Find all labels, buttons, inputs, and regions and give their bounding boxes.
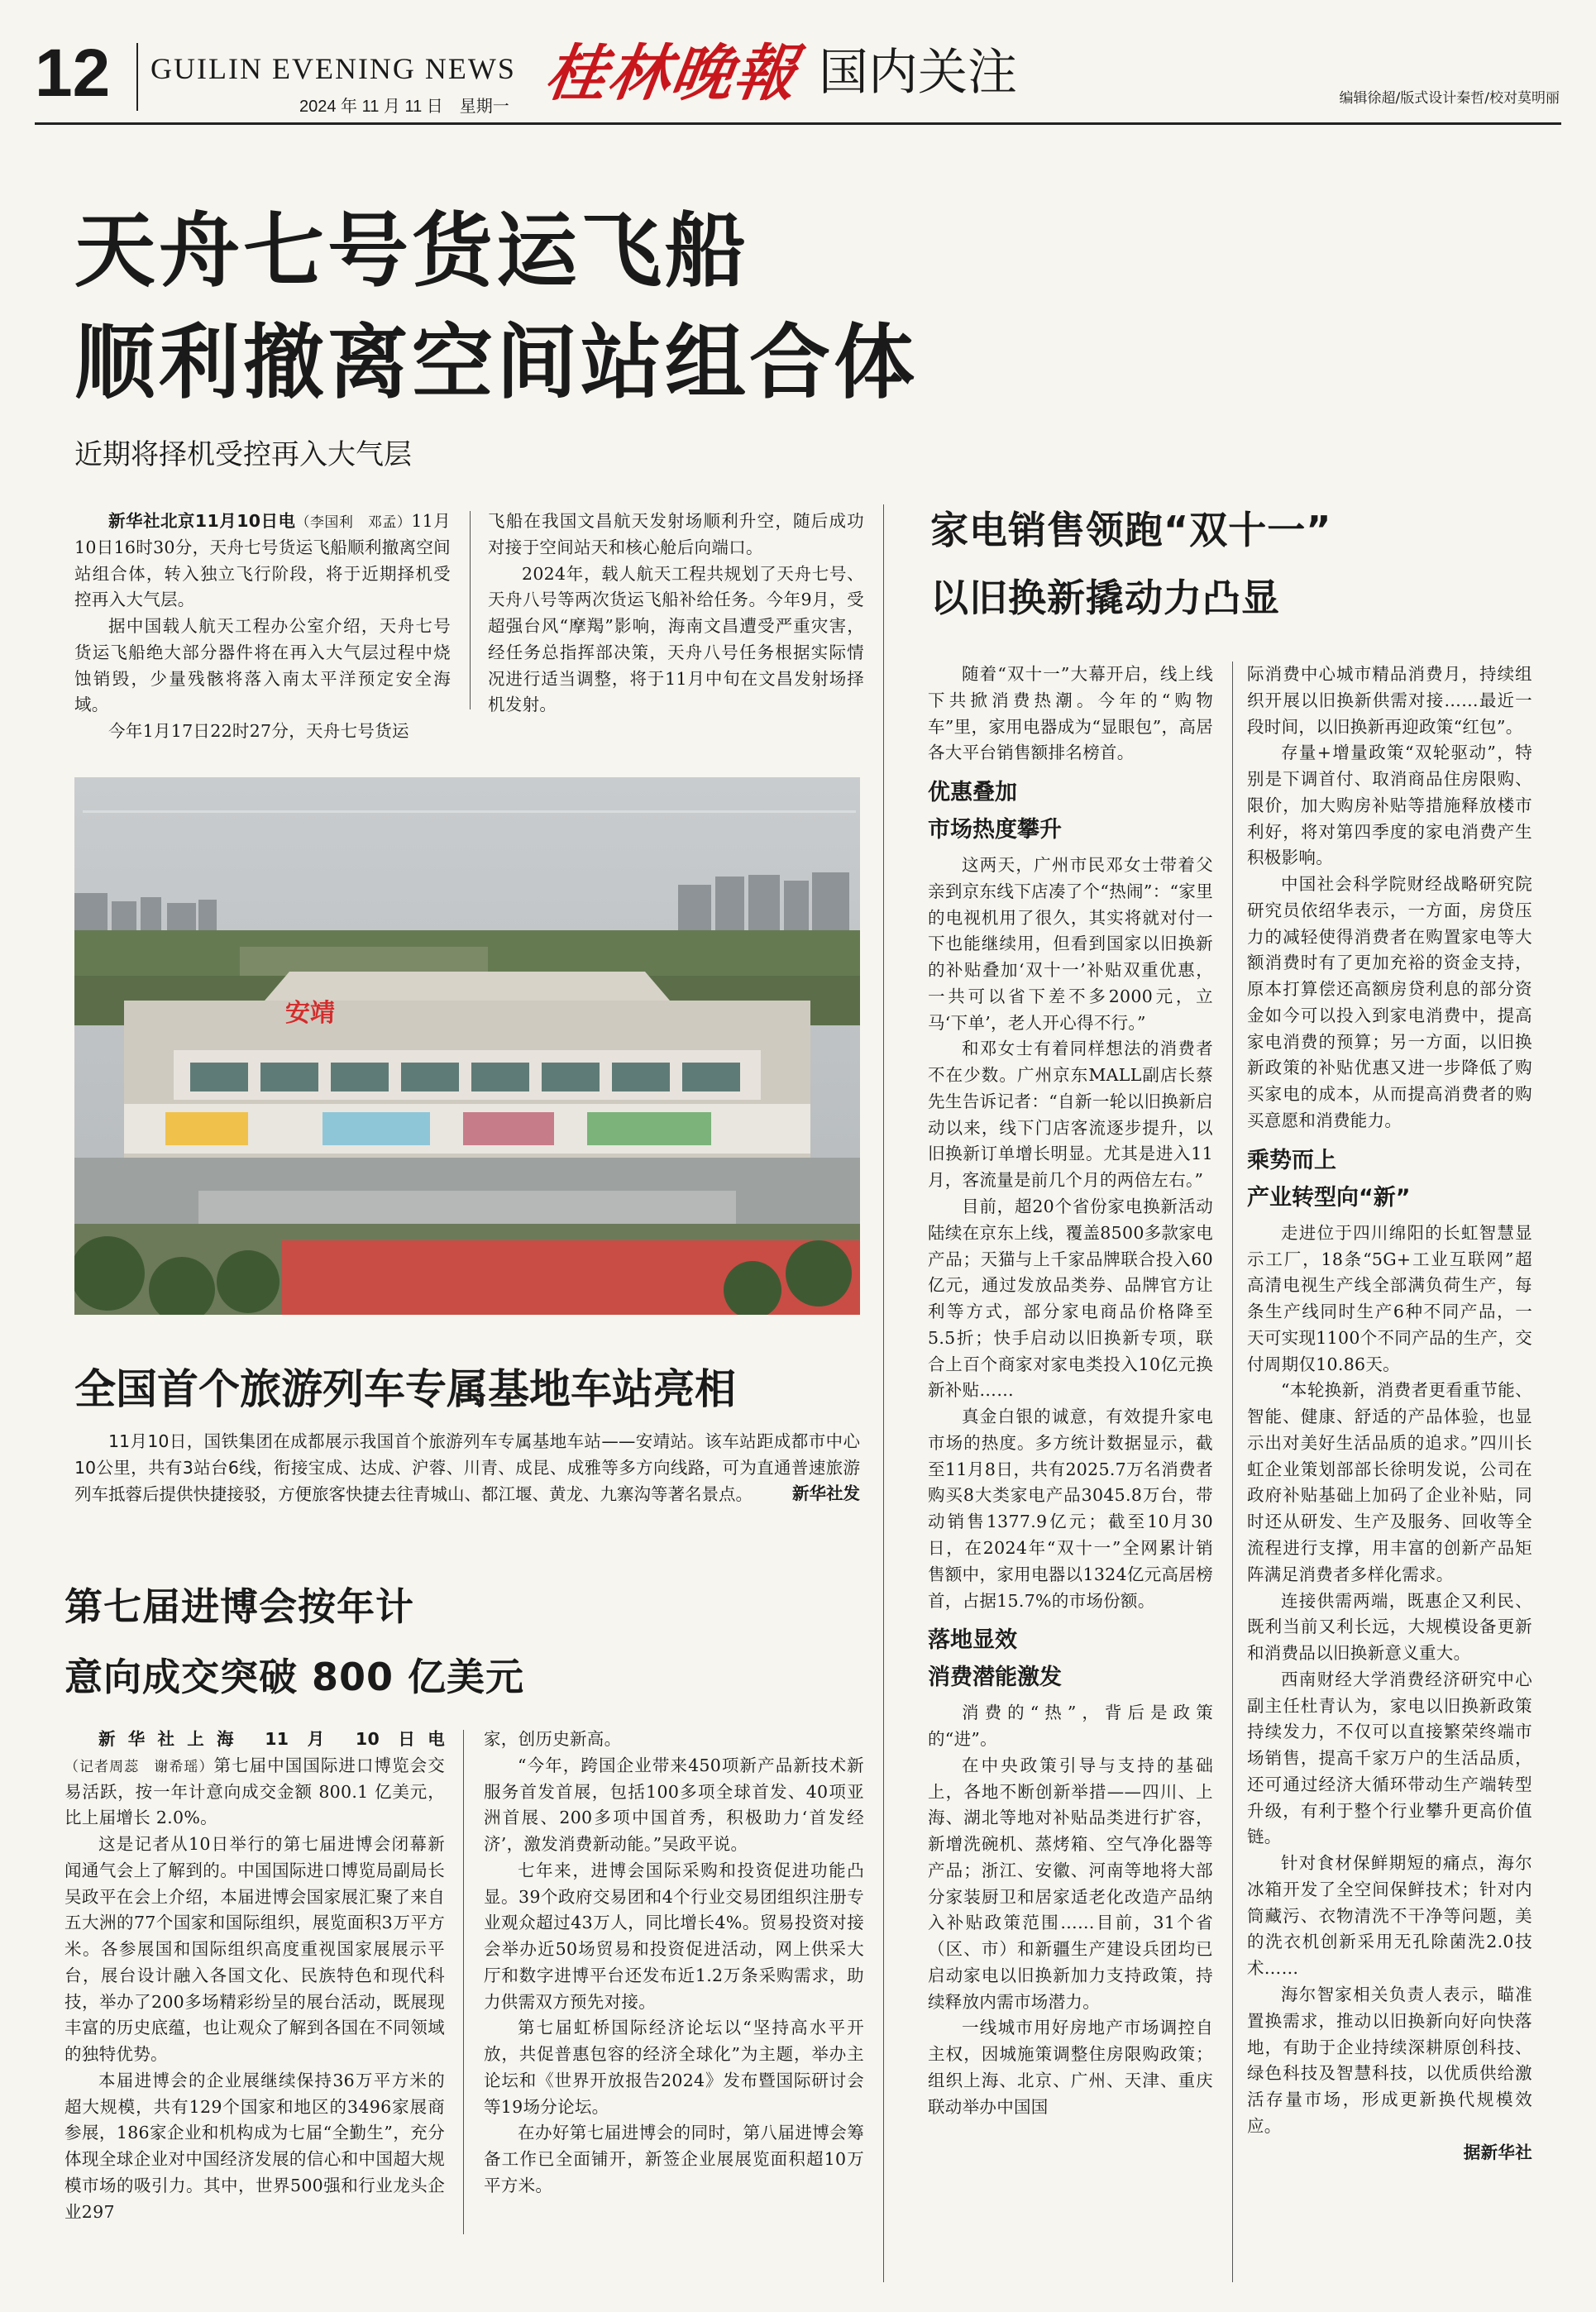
lead-column-1 xyxy=(74,509,451,745)
expo-paragraph: 家，创历史新高。 xyxy=(484,1729,622,1749)
header-divider xyxy=(136,43,138,111)
appliance-paragraph: 针对食材保鲜期短的痛点，海尔冰箱开发了全空间保鲜技术；针对内筒藏污、衣物清洗不干净等问题，美的洗衣机创新采用无孔除菌洗2.0技术…… xyxy=(1247,1853,1532,1979)
appliance-headline-line1: 家电销售领跑“双十一” xyxy=(930,508,1332,552)
lead-paragraph: 今年1月17日22时27分，天舟七号货运 xyxy=(108,721,409,742)
lead-headline-line1: 天舟七号货运飞船 xyxy=(74,204,750,299)
appliance-paragraph: 消费的“热”，背后是政策的“进”。 xyxy=(928,1703,1213,1750)
appliance-paragraph: 一线城市用好房地产市场调控自主权，因城施策调整住房限购政策；组织上海、北京、广州、天津、重庆联动举办中国国 xyxy=(928,2018,1213,2117)
expo-paragraph: 本届进博会的企业展继续保持36万平方米的超大规模，共有129个国家和地区的3496家展商参展，186家企业和机构成为七届“全勤生”，充分体现全球企业对中国经济发展的信心和中国超大规模市场的吸引力。其中，世界500强和行业龙头企业297 xyxy=(65,2070,445,2222)
expo-column-1 xyxy=(65,1727,445,2226)
lead-headline-line2: 顺利撤离空间站组合体 xyxy=(74,316,919,410)
photo-caption-title: 全国首个旅游列车专属基地车站亮相 xyxy=(74,1365,736,1413)
header-rule xyxy=(35,122,1561,125)
appliance-paragraph: 目前，超20个省份家电换新活动陆续在京东上线，覆盖8500多款家电产品；天猫与上千家品牌联合投入60亿元，通过发放品类券、品牌官方让利等方式，部分家电商品价格降至5.5折；快手启动以旧换新专项，联合上百个商家对家电类投入10亿元换新补贴…… xyxy=(928,1197,1213,1401)
paper-english-name: GUILIN EVENING NEWS xyxy=(151,52,516,85)
expo-paragraph: 第七届中国国际进口博览会交易活跃，按一年计意向成交金额 800.1 亿美元，比上届增长 2.0%。 xyxy=(65,1755,445,1828)
lead-column-2 xyxy=(488,509,864,719)
appliance-column-1 xyxy=(928,662,1213,2121)
appliance-paragraph: 海尔智家相关负责人表示，瞄准置换需求，推动以旧换新向好向快落地，有助于企业持续深耕原创科技、绿色科技及智慧科技，以优质供给激活存量市场，形成更新换代规模效应。 xyxy=(1247,1984,1532,2136)
lead-paragraph: 据中国载人航天工程办公室介绍，天舟七号货运飞船绝大部分器件将在再入大气层过程中烧蚀销毁，少量残骸将落入南太平洋预定安全海域。 xyxy=(74,616,451,715)
appliance-paragraph: “本轮换新，消费者更看重节能、智能、健康、舒适的产品体验，也显示出对美好生活品质的追求。”四川长虹企业策划部部长徐明发说，公司在政府补贴基础上加码了企业补贴，同时还从研发、生产及服务、回收等全流程进行支撑，用丰富的创新产品矩阵满足消费者多样化需求。 xyxy=(1247,1380,1532,1584)
lead-paragraph: 11月10日16时30分，天舟七号货运飞船顺利撤离空间站组合体，转入独立飞行阶段，将于近期择机受控再入大气层。 xyxy=(74,511,451,610)
appliance-subhead-2a: 落地显效 xyxy=(928,1627,1017,1654)
expo-column-2 xyxy=(484,1727,864,2200)
appliance-subhead-1a: 优惠叠加 xyxy=(928,780,1017,806)
appliance-subhead-3a: 乘势而上 xyxy=(1247,1147,1336,1173)
appliance-column-2 xyxy=(1247,662,1532,2166)
lead-paragraph: 2024年，载人航天工程共规划了天舟七号、天舟八号等两次货运飞船补给任务。今年9月，受超强台风“摩羯”影响，海南文昌遭受严重灾害，经任务总指挥部决策，天舟八号任务根据实际情况进行适当调整，将于11月中旬在文昌发射场择机发射。 xyxy=(488,563,864,715)
appliance-paragraph: 连接供需两端，既惠企又利民、既利当前又利长远，大规模设备更新和消费品以旧换新意义重大。 xyxy=(1247,1590,1532,1664)
appliance-credit: 据新华社 xyxy=(1463,2142,1532,2162)
lead-subheadline: 近期将择机受控再入大气层 xyxy=(74,438,412,471)
appliance-subhead-3b: 产业转型向“新” xyxy=(1247,1184,1411,1211)
appliance-headline-line2: 以旧换新撬动力凸显 xyxy=(930,576,1280,620)
expo-headline-line2: 意向成交突破 800 亿美元 xyxy=(65,1655,525,1699)
page-number: 12 xyxy=(35,36,111,111)
expo-reporter: （记者周蕊 谢希瑶） xyxy=(65,1758,214,1775)
appliance-paragraph: 和邓女士有着同样想法的消费者不在少数。广州京东MALL副店长蔡先生告诉记者：“自新一轮以旧换新启动以来，线下门店客流逐步提升，以旧换新订单增长明显。尤其是进入11月，客流量是前几个月的两倍左右。” xyxy=(928,1039,1213,1191)
expo-paragraph: 第七届虹桥国际经济论坛以“坚持高水平开放，共促普惠包容的经济全球化”为主题，举办主论坛和《世界开放报告2024》发布暨国际研讨会等19场分论坛。 xyxy=(484,2018,864,2117)
appliance-paragraph: 随着“双十一”大幕开启，线上线下共掀消费热潮。今年的“购物车”里，家用电器成为“显眼包”，高居各大平台销售额排名榜首。 xyxy=(928,664,1213,763)
appliance-paragraph: 走进位于四川绵阳的长虹智慧显示工厂，18条“5G+工业互联网”超高清电视生产线全部满负荷生产，每条生产线同时生产6种不同产品，一天可实现1100个不同产品的生产，交付周期仅10.86天。 xyxy=(1247,1222,1532,1374)
station-photo xyxy=(74,777,860,1315)
issue-date: 2024 年 11 月 11 日 星期一 xyxy=(299,98,509,116)
appliance-paragraph: 存量+增量政策“双轮驱动”，特别是下调首付、取消商品住房限购、限价，加大购房补贴等措施释放楼市利好，将对第四季度的家电消费产生积极影响。 xyxy=(1247,743,1532,868)
expo-paragraph: “今年，跨国企业带来450项新产品新技术新服务首发首展，包括100多项全球首发、40项亚洲首展、200多项中国首秀，积极助力‘首发经济’，激发消费新动能。”吴政平说。 xyxy=(484,1755,864,1855)
paper-logo: 桂林晚報 xyxy=(540,38,803,109)
appliance-paragraph: 在中央政策引导与支持的基础上，各地不断创新举措——四川、上海、湖北等地对补贴品类进行扩容，新增洗碗机、蒸烤箱、空气净化器等产品；浙江、安徽、河南等地将大部分家装厨卫和居家适老化改造产品纳入补贴政策范围……目前，31个省（区、市）和新疆生产建设兵团均已启动家电以旧换新加力支持政策，持续释放内需市场潜力。 xyxy=(928,1755,1213,2012)
appliance-paragraph: 真金白银的诚意，有效提升家电市场的热度。多方统计数据显示，截至11月8日，共有2025.7万名消费者购买8大类家电产品3045.8万台，带动销售1377.9亿元；截至10月30日，在2024年“双十一”全网累计销售额中，家用电器以1324亿元高居榜首，占据15.7%的市场份额。 xyxy=(928,1407,1213,1611)
lead-reporter: （李国利 邓孟） xyxy=(295,514,412,531)
column-divider xyxy=(470,511,471,709)
lead-dateline: 新华社北京11月10日电 xyxy=(108,511,296,531)
photo-credit: 新华社发 xyxy=(792,1483,860,1504)
column-divider xyxy=(463,1730,464,2234)
expo-paragraph: 这是记者从10日举行的第七届进博会闭幕新闻通气会上了解到的。中国国际进口博览局副局长吴政平在会上介绍，本届进博会国家展汇聚了来自五大洲的77个国家和国际组织，展览面积3万平方米。各参展国和国际组织高度重视国家展展示平台，展台设计融入各国文化、民族特色和现代科技，举办了200多场精彩纷呈的展台活动，既展现丰富的历史底蕴，也让观众了解到各国在不同领域的独特优势。 xyxy=(65,1834,445,2065)
photo-caption xyxy=(74,1429,860,1507)
photo-caption-text: 11月10日，国铁集团在成都展示我国首个旅游列车专属基地车站——安靖站。该车站距成都市中心10公里，共有3站台6线，衔接宝成、达成、沪蓉、川青、成昆、成雅等多方向线路，可为直通普速旅游列车抵蓉后提供快捷接驳，方便旅客快捷去往青城山、都江堰、黄龙、九寨沟等著名景点。 xyxy=(74,1431,860,1504)
appliance-subhead-1b: 市场热度攀升 xyxy=(928,817,1062,843)
section-title: 国内关注 xyxy=(819,44,1017,102)
lead-paragraph: 飞船在我国文昌航天发射场顺利升空，随后成功对接于空间站天和核心舱后向端口。 xyxy=(488,511,864,557)
station-sign: 安靖 xyxy=(285,999,335,1028)
column-divider xyxy=(1232,662,1233,2282)
appliance-paragraph: 中国社会科学院财经战略研究院研究员依绍华表示，一方面，房贷压力的减轻使得消费者在购置家电等大额消费时有了更加充裕的资金支持，原本打算偿还高额房贷利息的部分资金如今可以投入到家电消费中，提高家电消费的预算；另一方面，以旧换新政策的补贴优惠又进一步降低了购买家电的成本，从而提高消费者的购买意愿和消费能力。 xyxy=(1247,874,1532,1131)
expo-paragraph: 在办好第七届进博会的同时，第八届进博会筹备工作已全面铺开，新签企业展展览面积超10万平方米。 xyxy=(484,2123,864,2196)
appliance-paragraph: 西南财经大学消费经济研究中心副主任杜青认为，家电以旧换新政策持续发力，不仅可以直接繁荣终端市场销售，提高千家万户的生活品质，还可通过经济大循环带动生产端转型升级，有利于整个行业攀升更高价值链。 xyxy=(1247,1669,1532,1847)
appliance-paragraph: 际消费中心城市精品消费月，持续组织开展以旧换新供需对接……最近一段时间，以旧换新再迎政策“红包”。 xyxy=(1247,664,1532,737)
anjing-station-illustration xyxy=(74,777,860,1315)
appliance-paragraph: 这两天，广州市民邓女士带着父亲到京东线下店凑了个“热闹”：“家里的电视机用了很久，其实将就对付一下也能继续用，但看到国家以旧换新的补贴叠加‘双十一’补贴双重优惠，一共可以省下差不多2000元，立马‘下单’，老人开心得不行。” xyxy=(928,855,1213,1033)
page-column-divider xyxy=(883,504,884,2282)
expo-headline-line1: 第七届进博会按年计 xyxy=(65,1584,414,1629)
expo-paragraph: 七年来，进博会国际采购和投资促进功能凸显。39个政府交易团和4个行业交易团组织注册专业观众超过43万人，同比增长4%。贸易投资对接会举办近50场贸易和投资促进活动，网上供采大厅和数字进博平台还发布近1.2万条采购需求，助力供需双方预先对接。 xyxy=(484,1860,864,2012)
editor-credits: 编辑徐超/版式设计秦哲/校对莫明丽 xyxy=(1339,90,1560,107)
appliance-subhead-2b: 消费潜能激发 xyxy=(928,1665,1062,1691)
expo-dateline: 新华社上海 11 月 10 日电 xyxy=(98,1729,445,1749)
